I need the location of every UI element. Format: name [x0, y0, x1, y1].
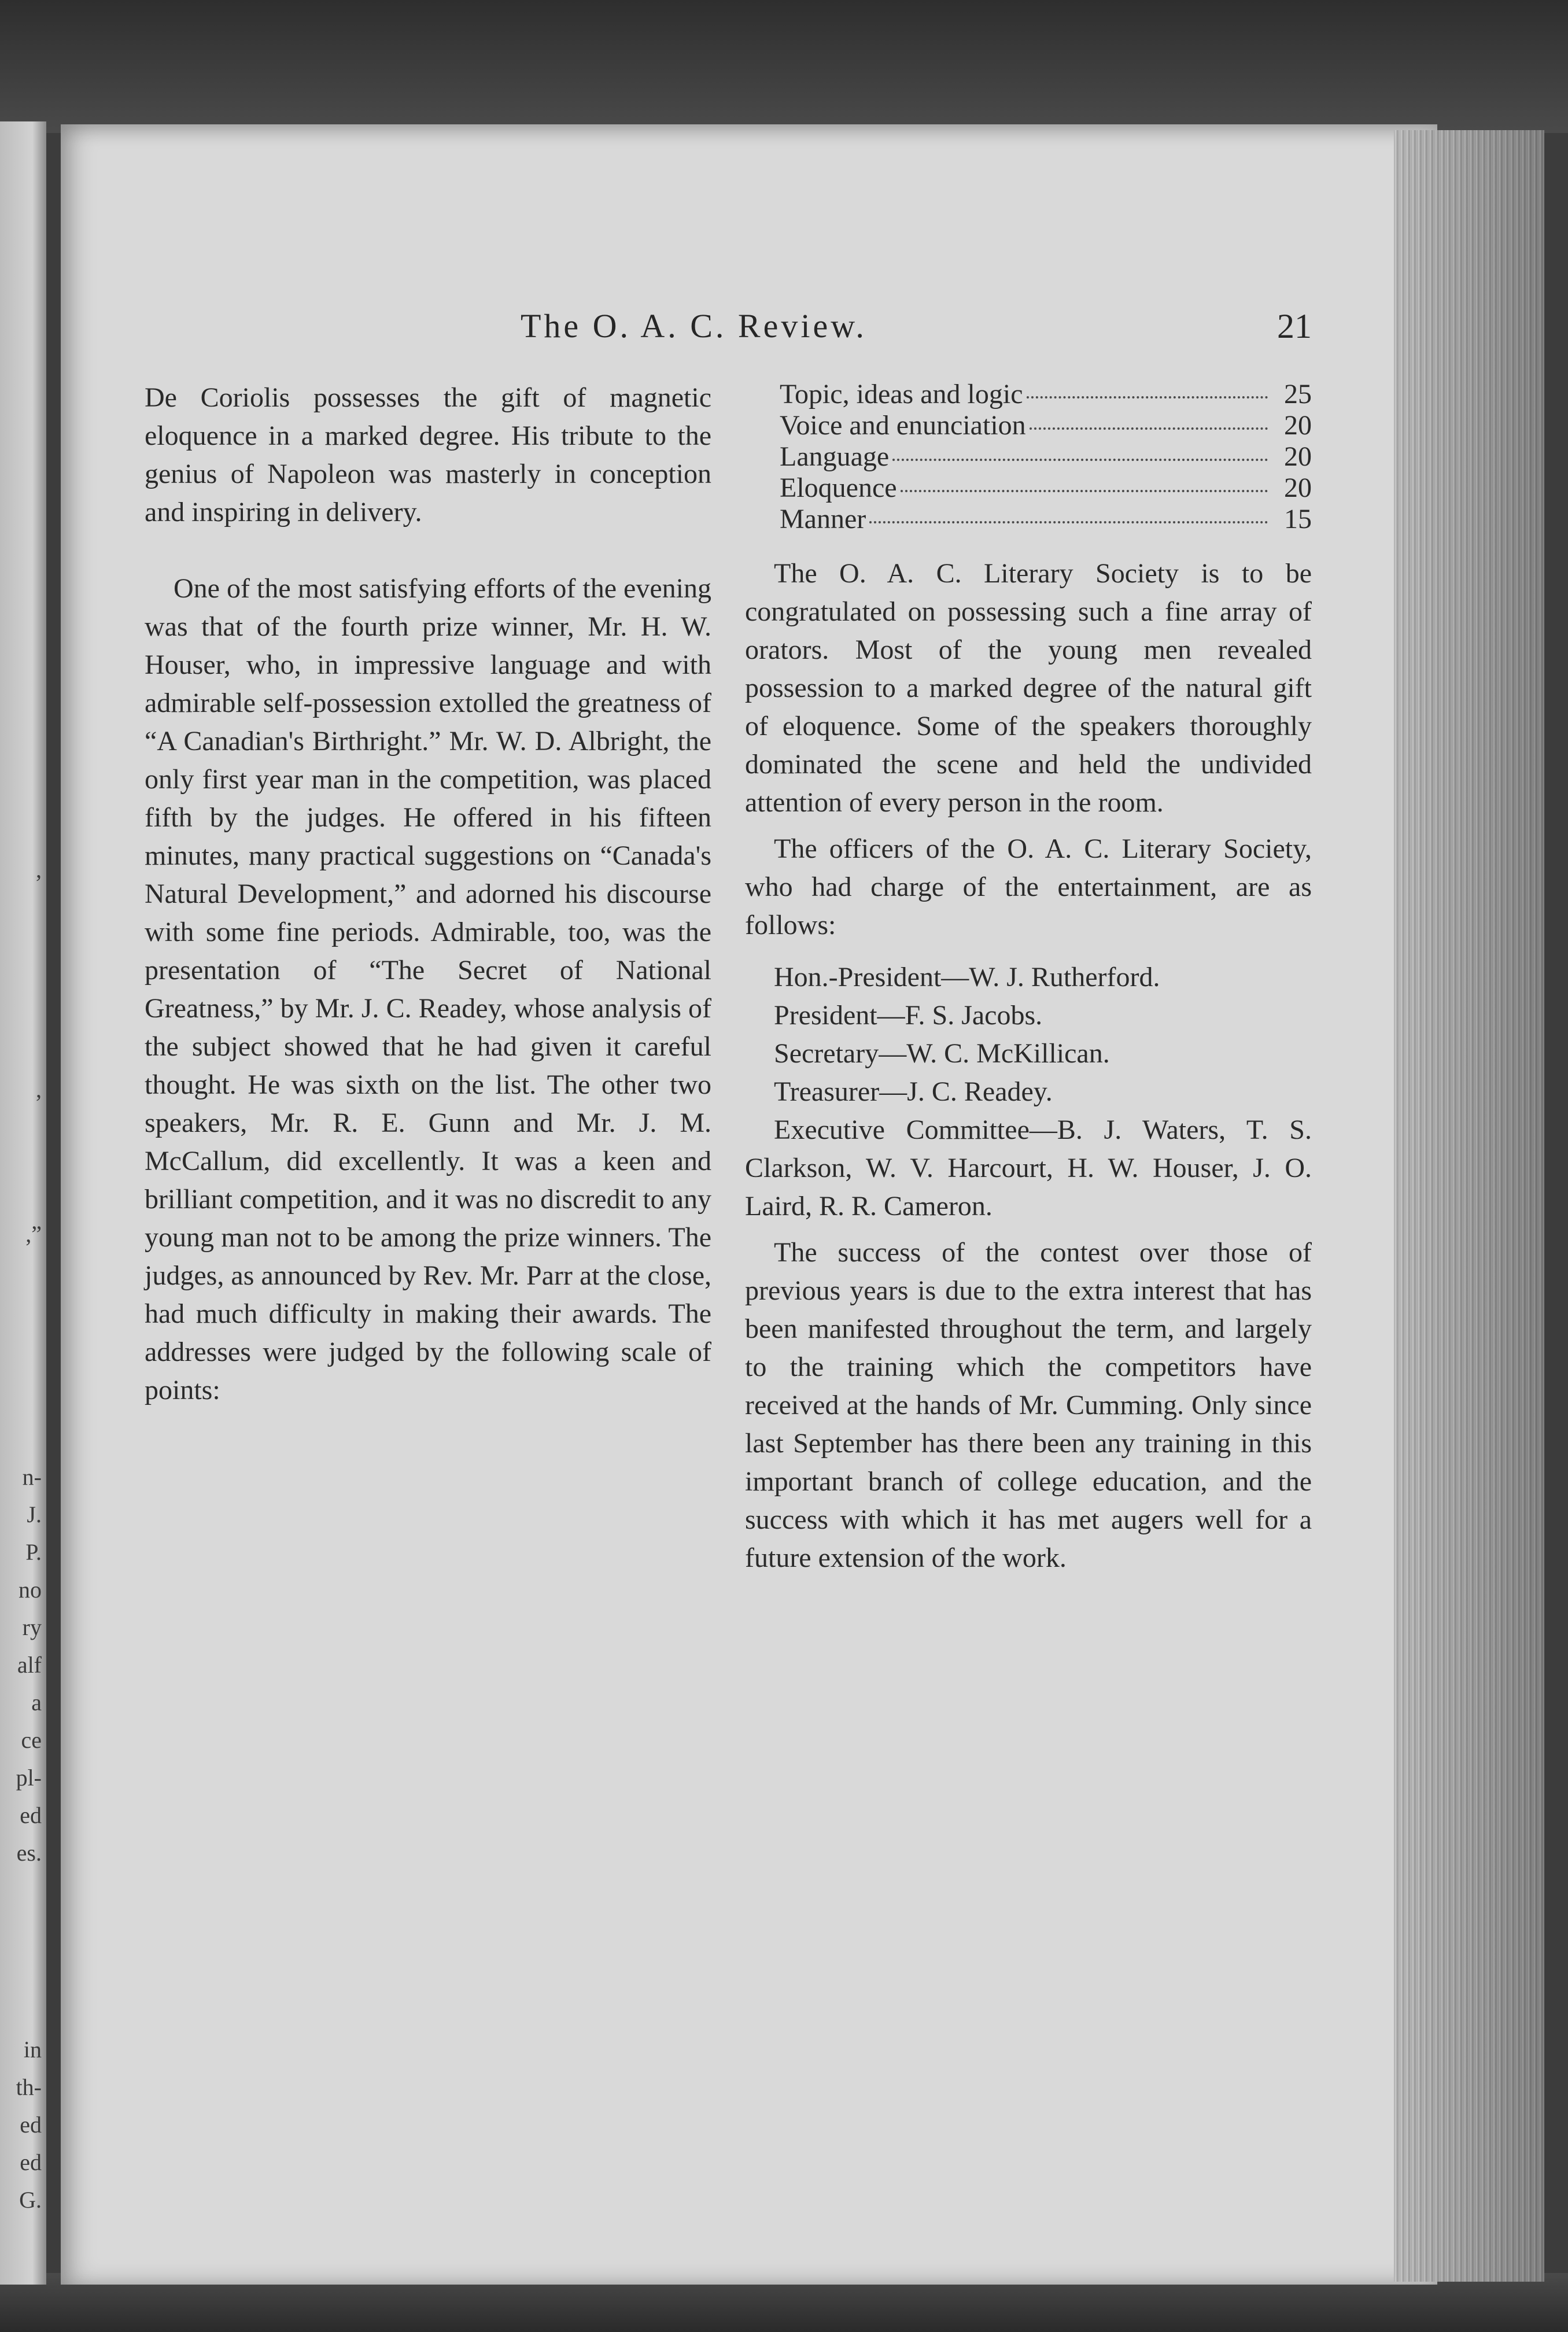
facing-page-fragment: G. [19, 2187, 42, 2213]
score-label: Manner [780, 504, 866, 534]
scale-of-points-table [780, 379, 1312, 535]
facing-page-fragment: a [31, 1689, 42, 1715]
leader-dots [892, 459, 1268, 461]
score-row [780, 473, 1312, 504]
facing-page-fragment: ed [20, 1802, 42, 1828]
facing-page-fragment: ry [22, 1614, 42, 1640]
running-header-title: The O. A. C. Review. [521, 307, 867, 345]
officers-list [745, 958, 1312, 1226]
score-label: Topic, ideas and logic [780, 379, 1023, 409]
facing-page-fragment: n- [22, 1464, 42, 1490]
score-label: Language [780, 441, 890, 472]
paragraph: One of the most satisfying efforts of the evening was that of the fourth prize winner, Mr. H. W. Houser, who, in impressive language and with admirable self-possession extolled the greatness of “A Canadian's Birthright.” Mr. W. D. Albright, the only first year man in the competition, was placed fifth by the judges. He offered in his fifteen minutes, many practical suggestions on “Canada's Natural Development,” and adorned his discourse with some fine periods. Admirable, too, was the presentation of “The Secret of National Greatness,” by Mr. J. C. Readey, whose analysis of the subject showed that he had given it careful thought. He was sixth on the list. The other two speakers, Mr. R. E. Gunn and Mr. J. M. McCallum, did excellently. It was a keen and brilliant competition, and it was no discredit to any young man not to be among the prize winners. The judges, as announced by Rev. Mr. Parr at the close, had much difficulty in making their awards. The addresses were judged by the following scale of points: [145, 573, 711, 1405]
page-number: 21 [1277, 307, 1312, 345]
facing-page-fragment: J. [27, 1501, 42, 1527]
leader-dots [1030, 427, 1268, 430]
paragraph: The O. A. C. Literary Society is to be congratulated on possessing such a fine array of orators. Most of the young men revealed possession to a marked degree of the natural gift of eloquence. Some of the speakers thoroughly dominated the scene and held the undivided attention of every person in the room. [745, 558, 1312, 818]
officer-entry: Executive Committee—B. J. Waters, T. S. Clarkson, W. V. Harcourt, H. W. Houser, J. O. Laird, R. R. Cameron. [745, 1115, 1312, 1222]
leader-dots [901, 490, 1268, 492]
score-label: Eloquence [780, 473, 897, 503]
facing-page-fragment: alf [17, 1652, 42, 1678]
paragraph: The success of the contest over those of previous years is due to the extra interest that has been manifested throughout the term, and largely to the training which the competitors have received at the hands of Mr. Cumming. Only since last September has there been any training in this important branch of college education, and the success with which it has met augers well for a future extension of the work. [745, 1237, 1312, 1573]
score-value: 20 [1284, 473, 1312, 503]
facing-page-fragment: , [36, 1076, 42, 1102]
officer-entry: Hon.-President—W. J. Rutherford. [774, 962, 1160, 992]
right-column [745, 379, 1312, 1577]
paragraph: De Coriolis possesses the gift of magnetic eloquence in a marked degree. His tribute to the genius of Napoleon was masterly in conception and inspiring in delivery. [145, 382, 711, 527]
score-row [780, 410, 1312, 441]
leader-dots [1027, 396, 1268, 398]
score-row [780, 504, 1312, 535]
score-value: 15 [1284, 504, 1312, 534]
score-label: Voice and enunciation [780, 410, 1026, 441]
score-row [780, 379, 1312, 410]
facing-page-fragment: P. [25, 1539, 42, 1565]
paragraph: The officers of the O. A. C. Literary Society, who had charge of the entertainment, are as follows: [745, 833, 1312, 940]
facing-page-fragment: ed [20, 2149, 42, 2175]
facing-page-fragment: , [36, 857, 42, 883]
facing-page-edge [0, 121, 46, 2285]
facing-page-fragment: ,” [25, 1221, 42, 1247]
score-value: 20 [1284, 441, 1312, 472]
facing-page-fragment: in [23, 2036, 42, 2062]
officer-entry: Treasurer—J. C. Readey. [774, 1076, 1053, 1107]
scan-background-top [0, 0, 1568, 133]
facing-page-fragment: no [19, 1577, 42, 1603]
leader-dots [869, 521, 1268, 523]
facing-page-fragment: th- [16, 2074, 42, 2100]
facing-page-fragment: ed [20, 2112, 42, 2138]
facing-page-fragment: pl- [16, 1765, 42, 1791]
score-value: 25 [1284, 379, 1312, 409]
book-page-stack-shade [1394, 130, 1544, 2282]
facing-page-fragment: es. [16, 1840, 42, 1866]
score-value: 20 [1284, 410, 1312, 441]
score-row [780, 441, 1312, 473]
left-column [145, 379, 711, 1409]
officer-entry: President—F. S. Jacobs. [774, 1000, 1043, 1031]
officer-entry: Secretary—W. C. McKillican. [774, 1038, 1110, 1069]
facing-page-fragment: ce [21, 1727, 42, 1753]
